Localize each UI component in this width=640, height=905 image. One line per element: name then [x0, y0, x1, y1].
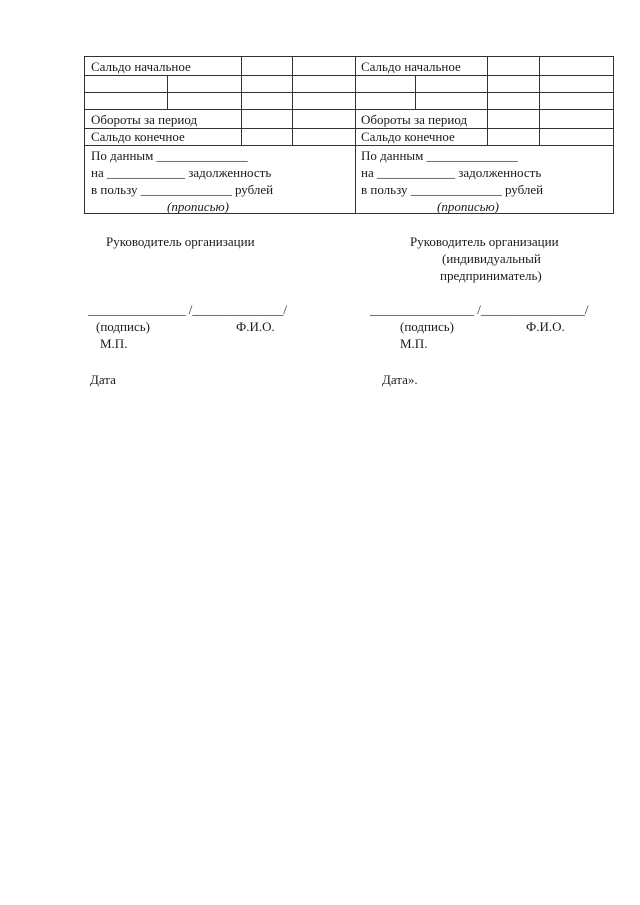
right-debt-line: на ____________ задолженность — [361, 165, 542, 180]
col-divider — [241, 57, 242, 145]
right-closing-balance: Сальдо конечное — [361, 129, 455, 144]
right-turnover: Обороты за период — [361, 112, 468, 127]
left-debt-line: на ____________ задолженность — [91, 165, 272, 180]
right-signer-subtitle-2: предприниматель) — [440, 268, 542, 283]
right-signer-subtitle: (индивидуальный — [442, 251, 541, 266]
left-stamp: М.П. — [100, 336, 128, 351]
left-per-data-line: По данным ______________ — [91, 148, 248, 163]
left-opening-balance: Сальдо начальное — [91, 59, 191, 74]
left-sign-line: _______________ /______________/ — [88, 302, 287, 317]
left-signature-label: (подпись) — [96, 319, 150, 334]
right-stamp: М.П. — [400, 336, 428, 351]
right-signer-title: Руководитель организации — [410, 234, 559, 249]
right-name-label: Ф.И.О. — [526, 319, 565, 334]
row-divider — [85, 145, 613, 146]
right-in-words: (прописью) — [437, 199, 500, 214]
left-in-favor-line: в пользу ______________ рублей — [91, 182, 274, 197]
col-divider — [487, 57, 488, 145]
row-divider — [85, 109, 613, 110]
right-signature-label: (подпись) — [400, 319, 454, 334]
left-closing-balance: Сальдо конечное — [91, 129, 185, 144]
right-sign-line: ________________ /________________/ — [370, 302, 589, 317]
left-name-label: Ф.И.О. — [236, 319, 275, 334]
right-per-data-line: По данным ______________ — [361, 148, 518, 163]
left-in-words: (прописью) — [167, 199, 230, 214]
right-opening-balance: Сальдо начальное — [361, 59, 461, 74]
left-signer-title: Руководитель организации — [106, 234, 255, 249]
left-date: Дата — [90, 372, 116, 387]
reconciliation-table — [84, 56, 614, 214]
center-divider — [355, 57, 356, 213]
left-turnover: Обороты за период — [91, 112, 198, 127]
right-in-favor-line: в пользу ______________ рублей — [361, 182, 544, 197]
row-divider — [85, 75, 613, 76]
col-divider — [539, 57, 540, 145]
col-divider — [415, 75, 416, 109]
right-date: Дата». — [382, 372, 418, 387]
row-divider — [85, 92, 613, 93]
col-divider — [292, 57, 293, 145]
col-divider — [167, 75, 168, 109]
